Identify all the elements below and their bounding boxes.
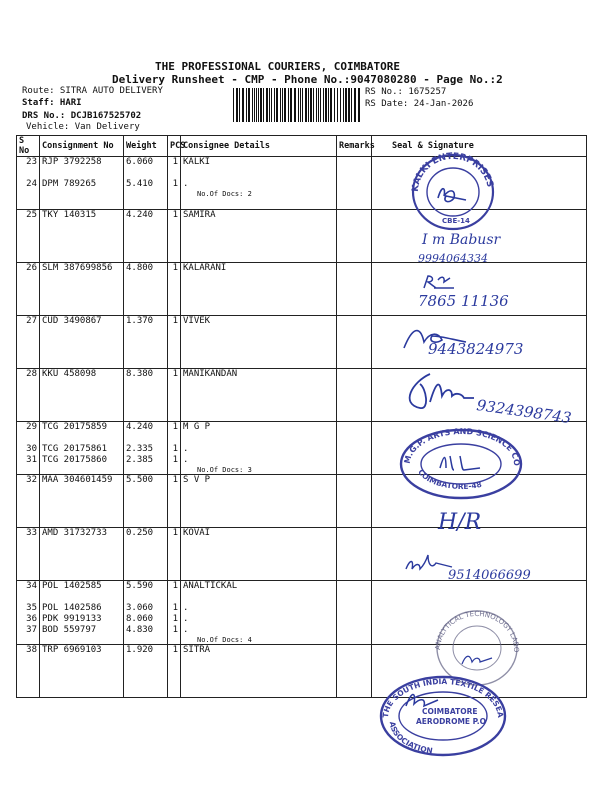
row-sno: 37 xyxy=(26,625,37,635)
cell-sno xyxy=(17,581,40,645)
cell-sno xyxy=(17,157,40,210)
sitra-seal xyxy=(372,665,510,758)
row-sno: 24 xyxy=(26,179,37,189)
cell-consignee xyxy=(181,528,337,581)
row-weight: 2.335 xyxy=(126,444,154,454)
barcode-bar xyxy=(358,88,360,122)
cell-pcs xyxy=(168,645,181,698)
cell-consignee xyxy=(181,645,337,698)
cell-remarks xyxy=(337,369,372,422)
row-weight: 1.370 xyxy=(126,316,154,326)
cell-sno xyxy=(17,422,40,475)
row-sno: 23 xyxy=(26,157,37,167)
barcode-bar xyxy=(337,88,338,122)
col-remarks-header: Remarks xyxy=(337,136,372,157)
cell-remarks xyxy=(337,475,372,528)
kalki-enterprises-seal xyxy=(408,150,498,230)
vivek-handwritten-phone: 9443824973 xyxy=(428,340,524,358)
row-sno: 32 xyxy=(26,475,37,485)
row-consignment: MAA 304601459 xyxy=(42,475,113,485)
barcode-bar xyxy=(256,88,257,122)
barcode-bar xyxy=(282,88,283,122)
row-sno: 33 xyxy=(26,528,37,538)
row-pcs: 1 xyxy=(172,263,178,273)
cell-remarks xyxy=(337,157,372,210)
row-weight: 5.590 xyxy=(126,581,154,591)
kovai-signature xyxy=(404,555,454,575)
row-pcs: 1 xyxy=(172,179,178,189)
barcode-bar xyxy=(328,88,329,122)
svg-text:KALKI ENTERPRISES: KALKI ENTERPRISES xyxy=(410,151,495,193)
cell-consignment xyxy=(40,157,124,210)
cell-consignment xyxy=(40,528,124,581)
kovai-handwritten-phone: 9514066699 xyxy=(448,568,531,583)
row-pcs: 1 xyxy=(172,157,178,167)
row-sno: 35 xyxy=(26,603,37,613)
col-weight-header: Weight xyxy=(124,136,168,157)
barcode-bar xyxy=(345,88,347,122)
barcode-bar xyxy=(258,88,259,122)
cell-sno xyxy=(17,528,40,581)
row-consignment: CUD 3490867 xyxy=(42,316,102,326)
barcode-bar xyxy=(233,88,234,122)
row-consignment: TCG 20175860 xyxy=(42,455,108,465)
col-sno-header: S No xyxy=(17,136,40,157)
row-pcs: 1 xyxy=(172,603,178,613)
barcode-bar xyxy=(330,88,332,122)
row-consignment: PDK 9919133 xyxy=(42,614,102,624)
row-consignment: TCG 20175859 xyxy=(42,422,108,432)
row-sno: 31 xyxy=(26,455,37,465)
row-consignment: TKY 140315 xyxy=(42,210,97,220)
table-row xyxy=(17,157,587,210)
row-consignee: . xyxy=(183,614,189,624)
barcode-bar xyxy=(354,88,356,122)
cell-weight xyxy=(124,263,168,316)
barcode-bar xyxy=(308,88,309,122)
cell-consignee xyxy=(181,316,337,369)
svg-text:AERODROME P.O: AERODROME P.O xyxy=(416,717,486,726)
cell-consignment xyxy=(40,210,124,263)
cell-sno xyxy=(17,369,40,422)
svg-text:M.G.P. ARTS AND SCIENCE COLLEG: M.G.P. ARTS AND SCIENCE COLLEGE xyxy=(392,417,522,467)
barcode-bar xyxy=(340,88,341,122)
cell-sno xyxy=(17,316,40,369)
barcode-bar xyxy=(236,88,238,122)
row-weight: 6.060 xyxy=(126,157,154,167)
table-row xyxy=(17,210,587,263)
row-pcs: 1 xyxy=(172,210,178,220)
row-weight: 4.240 xyxy=(126,422,154,432)
row-pcs: 1 xyxy=(172,455,178,465)
barcode-bar xyxy=(298,88,299,122)
row-consignment: BOD 559797 xyxy=(42,625,97,635)
barcode-bar xyxy=(334,88,335,122)
barcode-bar xyxy=(305,88,307,122)
cell-weight xyxy=(124,210,168,263)
row-consignee: SAMIRA xyxy=(183,210,216,220)
manikandan-handwritten-phone: 9324398743 xyxy=(475,396,573,428)
row-consignee: M G P xyxy=(183,422,211,432)
row-sno: 25 xyxy=(26,210,37,220)
drs-number: DRS No.: DCJB167525702 xyxy=(22,111,142,121)
barcode-bar xyxy=(271,88,272,122)
barcode-bar xyxy=(316,88,317,122)
col-consignee-header: Consignee Details xyxy=(181,136,337,157)
table-header-row xyxy=(17,136,587,157)
col-seal-header: Seal & Signature xyxy=(372,136,587,157)
row-pcs: 1 xyxy=(172,625,178,635)
cell-consignee xyxy=(181,369,337,422)
row-consignment: KKU 458098 xyxy=(42,369,97,379)
cell-consignment xyxy=(40,645,124,698)
row-consignment: TCG 20175861 xyxy=(42,444,108,454)
barcode-bar xyxy=(274,88,275,122)
mgp-college-seal xyxy=(392,417,526,500)
cell-pcs xyxy=(168,157,181,210)
barcode-bar xyxy=(318,88,319,122)
barcode-bar xyxy=(252,88,253,122)
row-consignee: S V P xyxy=(183,475,211,485)
row-consignee: VIVEK xyxy=(183,316,211,326)
cell-remarks xyxy=(337,645,372,698)
barcode-bar xyxy=(284,88,286,122)
barcode-bar xyxy=(248,88,250,122)
cell-remarks xyxy=(337,422,372,475)
cell-weight xyxy=(124,475,168,528)
row-weight: 8.380 xyxy=(126,369,154,379)
row-consignment: AMD 31732733 xyxy=(42,528,108,538)
row-sno: 29 xyxy=(26,422,37,432)
row-weight: 8.060 xyxy=(126,614,154,624)
cell-pcs xyxy=(168,422,181,475)
row-consignee: MANIKANDAN xyxy=(183,369,238,379)
row-weight: 2.385 xyxy=(126,455,154,465)
barcode-bar xyxy=(246,88,247,122)
row-pcs: 1 xyxy=(172,528,178,538)
rs-date: RS Date: 24-Jan-2026 xyxy=(365,99,474,109)
row-weight: 4.800 xyxy=(126,263,154,273)
cell-pcs xyxy=(168,263,181,316)
row-consignee: KALARANI xyxy=(183,263,227,273)
cell-pcs xyxy=(168,581,181,645)
barcode-bar xyxy=(302,88,303,122)
cell-weight xyxy=(124,645,168,698)
samira-handwritten-phone: 9994064334 xyxy=(418,252,488,265)
cell-remarks xyxy=(337,210,372,263)
row-consignment: RJP 3792258 xyxy=(42,157,102,167)
samira-handwritten-name: I m Babusr xyxy=(422,232,501,248)
cell-pcs xyxy=(168,316,181,369)
row-pcs: 1 xyxy=(172,581,178,591)
barcode-bar xyxy=(288,88,289,122)
barcode-bar xyxy=(254,88,255,122)
barcode-bar xyxy=(290,88,292,122)
cell-remarks xyxy=(337,263,372,316)
cell-sno xyxy=(17,210,40,263)
cell-consignee xyxy=(181,475,337,528)
barcode-bar xyxy=(269,88,270,122)
row-consignee: KOVAI xyxy=(183,528,211,538)
barcode xyxy=(233,88,361,122)
row-sno: 36 xyxy=(26,614,37,624)
row-consignment: POL 1402586 xyxy=(42,603,102,613)
barcode-bar xyxy=(266,88,268,122)
row-consignment: TRP 6969103 xyxy=(42,645,102,655)
cell-weight xyxy=(124,316,168,369)
cell-weight xyxy=(124,422,168,475)
cell-pcs xyxy=(168,528,181,581)
svg-text:ASSOCIATION: ASSOCIATION xyxy=(387,720,434,756)
row-weight: 1.920 xyxy=(126,645,154,655)
cell-consignee xyxy=(181,422,337,475)
row-sno: 30 xyxy=(26,444,37,454)
svp-handwritten-mark: H/R xyxy=(438,510,482,535)
docs-count-note: No.Of Docs: 3 xyxy=(197,466,252,474)
barcode-bar xyxy=(280,88,281,122)
docs-count-note: No.Of Docs: 4 xyxy=(197,636,252,644)
row-sno: 38 xyxy=(26,645,37,655)
row-pcs: 1 xyxy=(172,475,178,485)
row-weight: 5.500 xyxy=(126,475,154,485)
barcode-bar xyxy=(325,88,327,122)
row-pcs: 1 xyxy=(172,645,178,655)
svg-text:THE SOUTH INDIA TEXTILE RESEAR: THE SOUTH INDIA TEXTILE RESEARCH xyxy=(372,665,506,719)
row-consignment: SLM 387699856 xyxy=(42,263,113,273)
row-consignee: . xyxy=(183,603,189,613)
row-sno: 34 xyxy=(26,581,37,591)
cell-weight xyxy=(124,528,168,581)
kalarani-handwritten-phone: 7865 11136 xyxy=(418,292,509,310)
docs-count-note: No.Of Docs: 2 xyxy=(197,190,252,198)
runsheet-subtitle: Delivery Runsheet - CMP - Phone No.:9047080280 - Page No.:2 xyxy=(112,73,503,86)
cell-remarks xyxy=(337,316,372,369)
row-pcs: 1 xyxy=(172,422,178,432)
cell-sno xyxy=(17,263,40,316)
cell-consignee xyxy=(181,263,337,316)
cell-consignment xyxy=(40,475,124,528)
row-consignment: DPM 789265 xyxy=(42,179,97,189)
barcode-bar xyxy=(343,88,344,122)
route-label: Route: SITRA AUTO DELIVERY xyxy=(22,86,163,96)
cell-consignment xyxy=(40,581,124,645)
cell-consignment xyxy=(40,422,124,475)
vehicle-label: Vehicle: Van Delivery xyxy=(26,122,140,132)
row-consignee: . xyxy=(183,625,189,635)
cell-remarks xyxy=(337,528,372,581)
row-weight: 3.060 xyxy=(126,603,154,613)
row-sno: 27 xyxy=(26,316,37,326)
col-pcs-header: PCS xyxy=(168,136,181,157)
barcode-bar xyxy=(294,88,296,122)
barcode-bar xyxy=(263,88,264,122)
barcode-bar xyxy=(310,88,312,122)
row-pcs: 1 xyxy=(172,369,178,379)
cell-consignment xyxy=(40,263,124,316)
row-pcs: 1 xyxy=(172,316,178,326)
staff-label: Staff: HARI xyxy=(22,98,82,108)
row-consignment: POL 1402585 xyxy=(42,581,102,591)
col-consignment-header: Consignment No xyxy=(40,136,124,157)
cell-consignment xyxy=(40,316,124,369)
barcode-bar xyxy=(348,88,350,122)
row-sno: 28 xyxy=(26,369,37,379)
cell-pcs xyxy=(168,475,181,528)
barcode-bar xyxy=(239,88,240,122)
cell-consignment xyxy=(40,369,124,422)
cell-weight xyxy=(124,581,168,645)
row-weight: 4.240 xyxy=(126,210,154,220)
row-consignee: . xyxy=(183,444,189,454)
cell-consignee xyxy=(181,581,337,645)
barcode-bar xyxy=(300,88,301,122)
svg-text:COIMBATORE-48: COIMBATORE-48 xyxy=(416,467,483,492)
cell-weight xyxy=(124,369,168,422)
company-title: THE PROFESSIONAL COURIERS, COIMBATORE xyxy=(155,60,401,73)
svg-text:COIMBATORE: COIMBATORE xyxy=(422,707,478,716)
row-pcs: 1 xyxy=(172,614,178,624)
row-consignee: . xyxy=(183,455,189,465)
barcode-bar xyxy=(242,88,244,122)
cell-sno xyxy=(17,645,40,698)
row-sno: 26 xyxy=(26,263,37,273)
cell-pcs xyxy=(168,210,181,263)
cell-consignee xyxy=(181,157,337,210)
row-consignee: . xyxy=(183,179,189,189)
cell-remarks xyxy=(337,581,372,645)
cell-weight xyxy=(124,157,168,210)
svg-text:ANALYTICAL TECHNOLOGY LABORATO: ANALYTICAL TECHNOLOGY LABORATORY xyxy=(429,600,521,653)
barcode-bar xyxy=(313,88,314,122)
cell-consignee xyxy=(181,210,337,263)
kalarani-signature xyxy=(420,272,460,292)
row-pcs: 1 xyxy=(172,444,178,454)
cell-pcs xyxy=(168,369,181,422)
row-weight: 4.830 xyxy=(126,625,154,635)
row-weight: 5.410 xyxy=(126,179,154,189)
rs-number: RS No.: 1675257 xyxy=(365,87,447,97)
row-consignee: SITRA xyxy=(183,645,211,655)
row-consignee: KALKI xyxy=(183,157,211,167)
svg-text:CBE-14: CBE-14 xyxy=(442,217,470,225)
barcode-bar xyxy=(276,88,278,122)
barcode-bar xyxy=(320,88,321,122)
row-consignee: ANALTICKAL xyxy=(183,581,238,591)
row-weight: 0.250 xyxy=(126,528,154,538)
cell-sno xyxy=(17,475,40,528)
barcode-bar xyxy=(323,88,324,122)
barcode-bar xyxy=(351,88,352,122)
barcode-bar xyxy=(260,88,262,122)
